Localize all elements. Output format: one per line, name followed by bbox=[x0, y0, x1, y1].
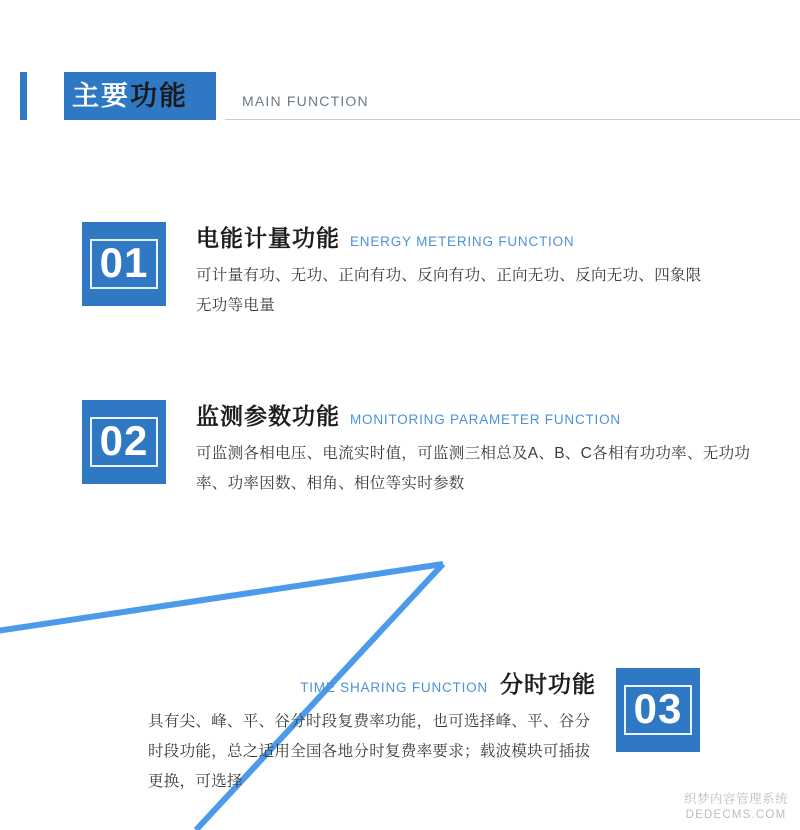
feature-body: 具有尖、峰、平、谷分时段复费率功能，也可选择峰、平、谷分时段功能，总之适用全国各地分时复费率要求；载波模块可插拔更换，可选择 bbox=[148, 713, 591, 790]
page-subtitle: MAIN FUNCTION bbox=[242, 93, 369, 109]
feature-title-cn: 分时功能 bbox=[500, 671, 596, 697]
feature-title-en: TIME SHARING FUNCTION bbox=[300, 680, 488, 695]
feature-title bbox=[196, 220, 716, 253]
feature-title-cn: 监测参数功能 bbox=[196, 403, 340, 429]
feature-title-en: MONITORING PARAMETER FUNCTION bbox=[350, 412, 621, 427]
feature-title bbox=[196, 398, 756, 431]
feature-number-badge bbox=[616, 668, 700, 752]
feature-body: 可计量有功、无功、正向有功、反向有功、正向无功、反向无功、四象限无功等电量 bbox=[196, 267, 702, 314]
feature-title bbox=[96, 666, 596, 699]
feature-number: 02 bbox=[90, 417, 159, 467]
header-accent-bar bbox=[20, 72, 27, 120]
feature-number: 03 bbox=[624, 685, 693, 735]
watermark-cn: 织梦内容管理系统 bbox=[683, 792, 788, 806]
header-divider bbox=[225, 119, 800, 120]
watermark-en: DEDECMS.COM bbox=[685, 808, 787, 821]
feature-number: 01 bbox=[90, 239, 159, 289]
feature-body: 可监测各相电压、电流实时值，可监测三相总及A、B、C各相有功功率、无功功率、功率因数、相角、相位等实时参数 bbox=[196, 445, 751, 492]
watermark bbox=[684, 792, 788, 822]
feature-text bbox=[96, 666, 596, 797]
feature-number-badge bbox=[82, 222, 166, 306]
page-title-highlight: 主要 bbox=[72, 81, 130, 111]
feature-text bbox=[196, 398, 756, 499]
feature-title-en: ENERGY METERING FUNCTION bbox=[350, 234, 575, 249]
page-title-dark: 功能 bbox=[130, 81, 188, 111]
feature-title-cn: 电能计量功能 bbox=[196, 225, 340, 251]
feature-text bbox=[196, 220, 716, 321]
feature-number-badge bbox=[82, 400, 166, 484]
page-title bbox=[72, 72, 188, 120]
section-header bbox=[20, 72, 780, 120]
